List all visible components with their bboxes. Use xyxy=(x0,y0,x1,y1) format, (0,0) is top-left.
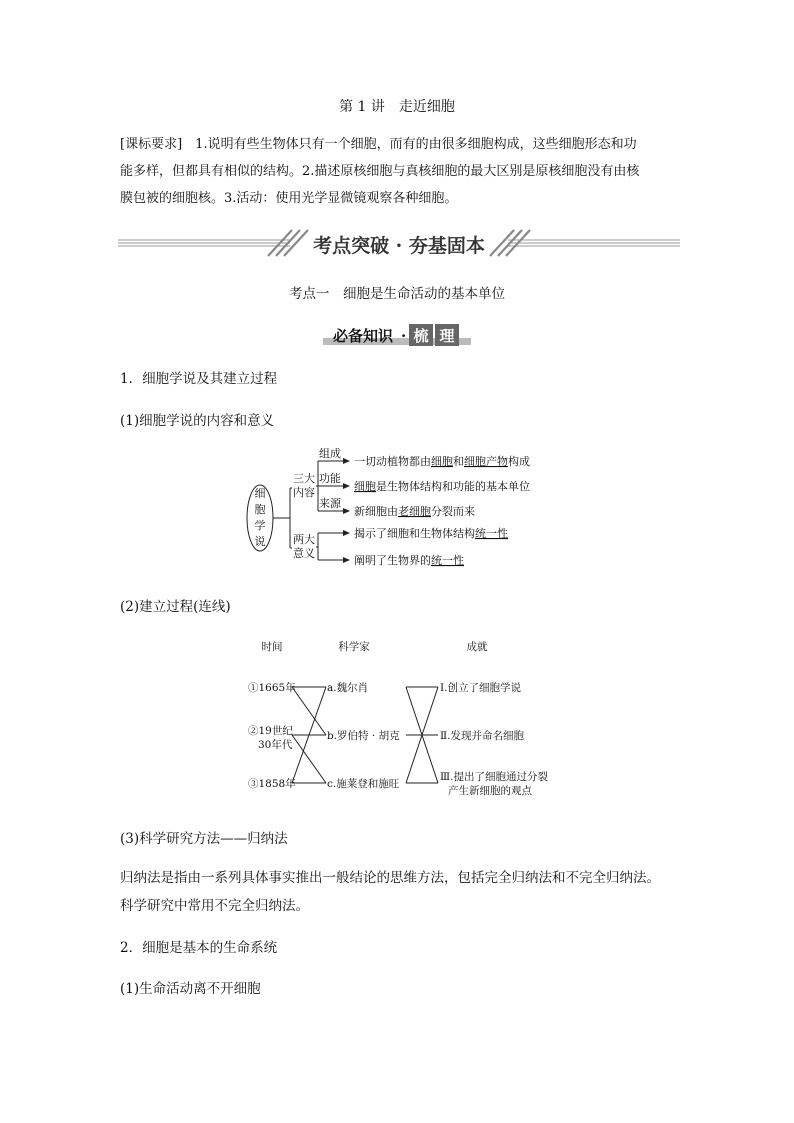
induction-line-1: 归纳法是指由一系列具体事实推出一般结论的思维方法，包括完全归纳法和不完全归纳法。 xyxy=(120,870,660,886)
subheading-4: (1)生命活动离不开细胞 xyxy=(120,981,261,997)
arrow-label-compose: 组成 xyxy=(319,447,341,460)
link-1665-hooke xyxy=(292,687,326,735)
subheading-3: (3)科学研究方法——归纳法 xyxy=(120,831,288,847)
root-char-4: 说 xyxy=(254,535,266,548)
header-time: 时间 xyxy=(261,641,283,653)
tag-char-1: 梳 xyxy=(413,327,429,345)
root-char-3: 学 xyxy=(254,519,266,532)
arrow-label-function: 功能 xyxy=(319,472,341,485)
root-char-1: 细 xyxy=(254,487,266,500)
time-3: ③1858年 xyxy=(248,778,296,790)
induction-line-2: 科学研究中常用不完全归纳法。 xyxy=(120,898,309,914)
header-scientist: 科学家 xyxy=(338,641,370,653)
meaning-2: 阐明了生物界的统一性 xyxy=(354,554,464,567)
subheading-2: (2)建立过程(连线) xyxy=(120,599,231,615)
tag-char-2: 理 xyxy=(439,327,455,345)
banner-text: 考点突破 · 夯基固本 xyxy=(313,235,485,257)
page-title: 第 1 讲 走近细胞 xyxy=(339,99,455,115)
tag-dot: · xyxy=(401,327,407,345)
content-1: 一切动植物都由细胞和细胞产物构成 xyxy=(354,455,530,468)
time-2b: 30年代 xyxy=(258,739,293,751)
content-2: 细胞是生物体结构和功能的基本单位 xyxy=(354,480,530,493)
subheading-1: (1)细胞学说的内容和意义 xyxy=(120,413,275,429)
achievement-1: Ⅰ.创立了细胞学说 xyxy=(440,682,521,694)
section-banner xyxy=(118,228,680,264)
topic-heading: 考点一 细胞是生命活动的基本单位 xyxy=(289,286,505,302)
requirement-line-3: 膜包被的细胞核。3.活动：使用光学显微镜观察各种细胞。 xyxy=(120,191,458,206)
time-2a: ②19世纪 xyxy=(248,725,293,737)
section-heading-2: 2．细胞是基本的生命系统 xyxy=(120,940,278,956)
tag-text: 必备知识 xyxy=(333,327,394,345)
branch-contents-2: 内容 xyxy=(293,486,315,499)
section-heading-1: 1．细胞学说及其建立过程 xyxy=(120,371,278,387)
meaning-1: 揭示了细胞和生物体结构统一性 xyxy=(354,527,508,540)
branch-meaning-1: 两大 xyxy=(293,533,315,546)
knowledge-tag xyxy=(323,322,471,348)
arrow-label-origin: 来源 xyxy=(319,497,341,510)
achievement-3b: 产生新细胞的观点 xyxy=(448,785,532,797)
scientist-b: b.罗伯特 · 胡克 xyxy=(327,730,400,742)
branch-meaning-2: 意义 xyxy=(293,547,315,560)
history-matching-diagram xyxy=(240,636,600,806)
link-19c-schleiden xyxy=(292,735,326,783)
scientist-a: a.魏尔肖 xyxy=(327,682,369,694)
content-3: 新细胞由老细胞分裂而来 xyxy=(354,505,475,518)
requirement-line-2: 能多样，但都具有相似的结构。2.描述原核细胞与真核细胞的最大区别是原核细胞没有由核 xyxy=(120,164,640,179)
scientist-c: c.施莱登和施旺 xyxy=(327,778,400,790)
time-1: ①1665年 xyxy=(248,682,296,694)
achievement-3a: Ⅲ.提出了细胞通过分裂 xyxy=(440,771,548,783)
induction-paragraph xyxy=(120,864,680,920)
cell-theory-diagram xyxy=(240,444,570,574)
root-char-2: 胞 xyxy=(254,503,266,516)
header-achievement: 成就 xyxy=(466,641,488,653)
curriculum-requirement xyxy=(120,131,680,212)
achievement-2: Ⅱ.发现并命名细胞 xyxy=(440,730,524,742)
requirement-prefix: [课标要求] xyxy=(120,137,183,152)
branch-contents-1: 三大 xyxy=(293,472,315,485)
requirement-line-1: [课标要求] 1.说明有些生物体只有一个细胞，而有的由很多细胞构成，这些细胞形态和功 xyxy=(120,137,637,152)
